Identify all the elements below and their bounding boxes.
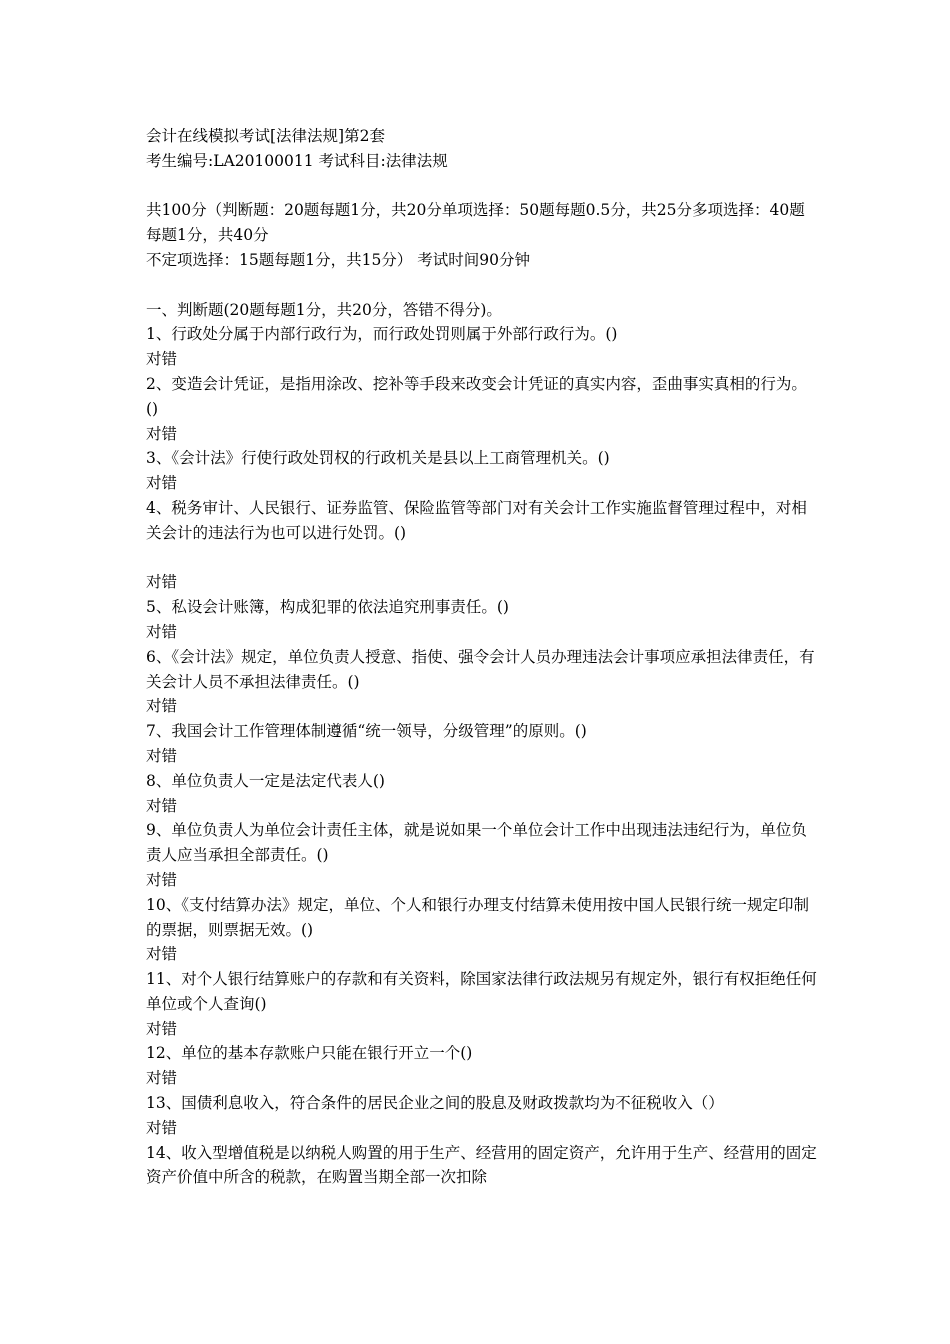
question-item [146, 1041, 818, 1091]
question-item [146, 645, 818, 719]
document-page [146, 124, 818, 1190]
exam-summary-line-1: 共100分（判断题：20题每题1分，共20分单项选择：50题每题0.5分，共25分多项选择：40题每题1分，共40分 [146, 201, 805, 245]
answer-options[interactable]: 对错 [146, 622, 178, 641]
answer-options[interactable]: 对错 [146, 1118, 178, 1137]
answer-options[interactable]: 对错 [146, 945, 178, 964]
question-text: 6、《会计法》规定，单位负责人授意、指使、强令会计人员办理违法会计事项应承担法律责任，有关会计人员不承担法律责任。() [146, 647, 815, 691]
document-title: 会计在线模拟考试[法律法规]第2套 [146, 127, 385, 145]
spacer [146, 273, 818, 298]
question-text: 14、收入型增值税是以纳税人购置的用于生产、经营用的固定资产，允许用于生产、经营用的固定资产价值中所含的税款，在购置当期全部一次扣除 [146, 1143, 817, 1187]
question-item [146, 719, 818, 769]
question-text: 13、国债利息收入，符合条件的居民企业之间的股息及财政拨款均为不征税收入（） [146, 1094, 724, 1113]
section-heading: 一、判断题(20题每题1分，共20分，答错不得分)。 [146, 300, 502, 319]
answer-options[interactable]: 对错 [146, 424, 178, 443]
question-text: 2、变造会计凭证，是指用涂改、挖补等手段来改变会计凭证的真实内容，歪曲事实真相的行为。() [146, 374, 807, 418]
question-item [146, 893, 818, 967]
question-item [146, 818, 818, 892]
question-text: 1、行政处分属于内部行政行为，而行政处罚则属于外部行政行为。() [146, 325, 618, 344]
question-text: 12、单位的基本存款账户只能在银行开立一个() [146, 1044, 473, 1063]
question-item [146, 967, 818, 1041]
question-item [146, 1091, 818, 1141]
question-item [146, 322, 818, 372]
question-text: 7、我国会计工作管理体制遵循“统一领导，分级管理”的原则。() [146, 722, 587, 741]
exam-summary-line-2: 不定项选择：15题每题1分，共15分） 考试时间90分钟 [146, 250, 530, 269]
question-item [146, 446, 818, 496]
answer-options[interactable]: 对错 [146, 350, 178, 369]
question-text: 5、私设会计账簿，构成犯罪的依法追究刑事责任。() [146, 598, 509, 617]
question-item [146, 372, 818, 446]
spacer [146, 546, 818, 571]
question-text: 10、《支付结算办法》规定，单位、个人和银行办理支付结算未使用按中国人民银行统一规定印制的票据，则票据无效。() [146, 895, 809, 939]
question-item [146, 496, 818, 595]
answer-options[interactable]: 对错 [146, 870, 178, 889]
question-item [146, 769, 818, 819]
candidate-info: 考生编号:LA20100011 考试科目:法律法规 [146, 151, 448, 170]
answer-options[interactable]: 对错 [146, 796, 178, 815]
question-text: 4、税务审计、人民银行、证券监管、保险监管等部门对有关会计工作实施监督管理过程中，对相关会计的违法行为也可以进行处罚。() [146, 498, 807, 542]
answer-options[interactable]: 对错 [146, 474, 178, 493]
question-item [146, 595, 818, 645]
question-text: 8、单位负责人一定是法定代表人() [146, 771, 385, 790]
question-text: 9、单位负责人为单位会计责任主体，就是说如果一个单位会计工作中出现违法违纪行为，单位负责人应当承担全部责任。() [146, 821, 807, 865]
question-item [146, 1141, 818, 1191]
answer-options[interactable]: 对错 [146, 746, 178, 765]
answer-options[interactable]: 对错 [146, 1019, 178, 1038]
answer-options[interactable]: 对错 [146, 573, 178, 592]
spacer [146, 174, 818, 199]
answer-options[interactable]: 对错 [146, 1069, 178, 1088]
question-text: 3、《会计法》行使行政处罚权的行政机关是县以上工商管理机关。() [146, 449, 610, 468]
question-text: 11、对个人银行结算账户的存款和有关资料，除国家法律行政法规另有规定外，银行有权拒绝任何单位或个人查询() [146, 970, 817, 1013]
answer-options[interactable]: 对错 [146, 697, 178, 716]
